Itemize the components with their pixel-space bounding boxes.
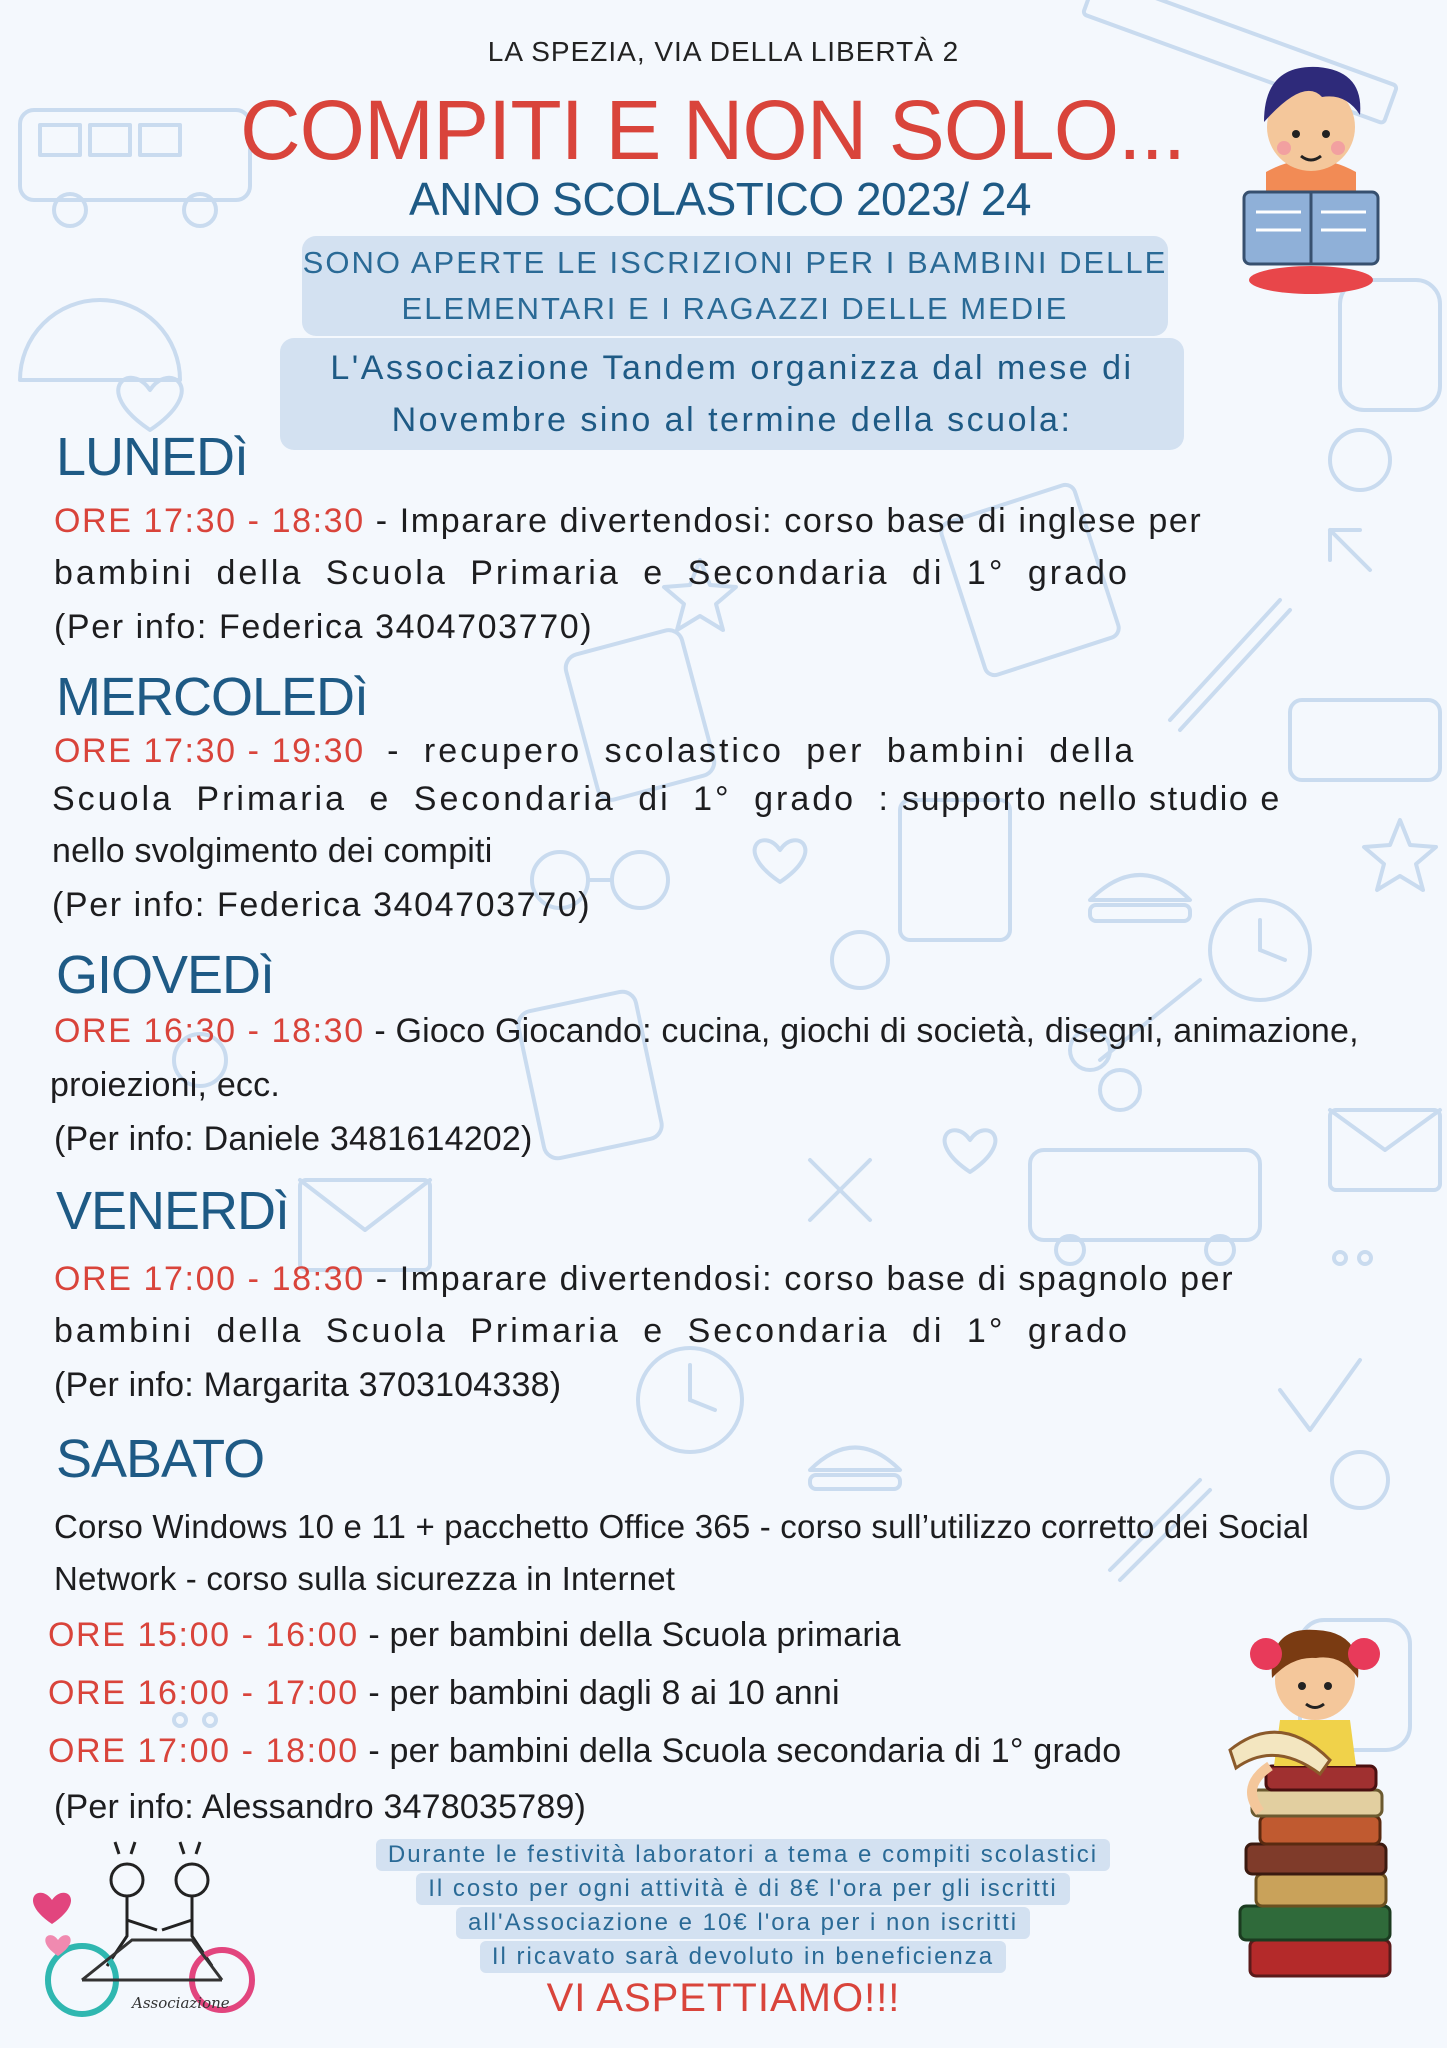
wednesday-time: ORE 17:30 - 19:30 bbox=[54, 732, 365, 770]
wednesday-desc-2a: Scuola Primaria e Secondaria di 1° grado : bbox=[52, 780, 891, 818]
day-friday: VENERDì bbox=[56, 1181, 290, 1241]
thursday-info: (Per info: Daniele 3481614202) bbox=[54, 1120, 533, 1158]
friday-line-2: bambini della Scuola Primaria e Secondaria di 1° grado bbox=[54, 1312, 1130, 1350]
friday-time: ORE 17:00 - 18:30 bbox=[54, 1260, 365, 1298]
enrollment-line-2: ELEMENTARI E I RAGAZZI DELLE MEDIE bbox=[401, 291, 1069, 326]
saturday-slot bbox=[48, 1732, 1407, 1771]
saturday-slot-text: - per bambini della Scuola secondaria di 1° grado bbox=[358, 1732, 1122, 1770]
girl-on-books-illustration bbox=[1210, 1600, 1420, 2000]
saturday-slot bbox=[48, 1616, 1407, 1655]
monday-time: ORE 17:30 - 18:30 bbox=[54, 502, 365, 540]
thursday-line-1 bbox=[54, 1012, 1407, 1051]
footer-line-3: all'Associazione e 10€ l'ora per i non iscritti bbox=[456, 1907, 1030, 1939]
footer-info bbox=[356, 1838, 1130, 1974]
monday-line-2: bambini della Scuola Primaria e Secondaria di 1° grado bbox=[54, 554, 1130, 592]
day-thursday: GIOVEDì bbox=[56, 945, 275, 1005]
enrollment-banner bbox=[302, 236, 1168, 336]
saturday-slot-text: - per bambini dagli 8 ai 10 anni bbox=[358, 1674, 840, 1712]
friday-info: (Per info: Margarita 3703104338) bbox=[54, 1366, 562, 1404]
friday-desc-1: - Imparare divertendosi: corso base di spagnolo per bbox=[364, 1260, 1235, 1298]
saturday-slot bbox=[48, 1674, 1407, 1713]
day-saturday: SABATO bbox=[56, 1429, 265, 1489]
school-year: ANNO SCOLASTICO 2023/ 24 bbox=[408, 173, 1032, 225]
monday-line-1 bbox=[54, 502, 1407, 541]
monday-info: (Per info: Federica 3404703770) bbox=[54, 608, 594, 646]
saturday-line-2: Network - corso sulla sicurezza in Internet bbox=[54, 1560, 676, 1597]
wednesday-desc-2b: supporto nello studio e bbox=[890, 780, 1281, 818]
wednesday-line-2 bbox=[52, 780, 1407, 819]
saturday-line-1: Corso Windows 10 e 11 + pacchetto Office 365 - corso sull’utilizzo corretto dei Social bbox=[54, 1508, 1309, 1545]
saturday-slot-time: ORE 17:00 - 18:00 bbox=[48, 1732, 359, 1770]
thursday-time: ORE 16:30 - 18:30 bbox=[54, 1012, 365, 1050]
wednesday-desc-1: - recupero scolastico per bambini della bbox=[364, 732, 1137, 770]
footer-line-2: Il costo per ogni attività è di 8€ l'ora per gli iscritti bbox=[416, 1873, 1069, 1905]
friday-line-1 bbox=[54, 1260, 1407, 1299]
boy-reading-illustration bbox=[1226, 52, 1396, 302]
intro-line-2: Novembre sino al termine della scuola: bbox=[391, 401, 1073, 439]
saturday-slot-time: ORE 16:00 - 17:00 bbox=[48, 1674, 359, 1712]
intro-line-1: L'Associazione Tandem organizza dal mese di bbox=[330, 349, 1134, 387]
monday-desc-1: - Imparare divertendosi: corso base di inglese per bbox=[364, 502, 1203, 540]
logo-text: Associazione bbox=[132, 1994, 230, 2012]
call-to-action: VI ASPETTIAMO!!! bbox=[546, 1976, 901, 2020]
thursday-desc-1: - Gioco Giocando: cucina, giochi di società, disegni, animazione, bbox=[364, 1012, 1359, 1050]
address: LA SPEZIA, VIA DELLA LIBERTÀ 2 bbox=[487, 36, 960, 67]
main-title: COMPITI E NON SOLO... bbox=[240, 83, 1186, 177]
intro-banner bbox=[280, 338, 1184, 450]
saturday-info: (Per info: Alessandro 3478035789) bbox=[54, 1788, 587, 1826]
saturday-slot-time: ORE 15:00 - 16:00 bbox=[48, 1616, 359, 1654]
day-monday: LUNEDì bbox=[56, 427, 249, 487]
wednesday-line-1 bbox=[54, 732, 1407, 771]
day-wednesday: MERCOLEDì bbox=[56, 667, 369, 727]
footer-line-1: Durante le festività laboratori a tema e compiti scolastici bbox=[376, 1839, 1110, 1871]
wednesday-line-3: nello svolgimento dei compiti bbox=[52, 832, 493, 870]
enrollment-line-1: SONO APERTE LE ISCRIZIONI PER I BAMBINI DELLE bbox=[302, 245, 1168, 280]
wednesday-info: (Per info: Federica 3404703770) bbox=[52, 886, 592, 924]
footer-line-4: Il ricavato sarà devoluto in beneficienza bbox=[480, 1941, 1006, 1973]
saturday-slot-text: - per bambini della Scuola primaria bbox=[358, 1616, 901, 1654]
thursday-line-2: proiezioni, ecc. bbox=[50, 1066, 280, 1104]
